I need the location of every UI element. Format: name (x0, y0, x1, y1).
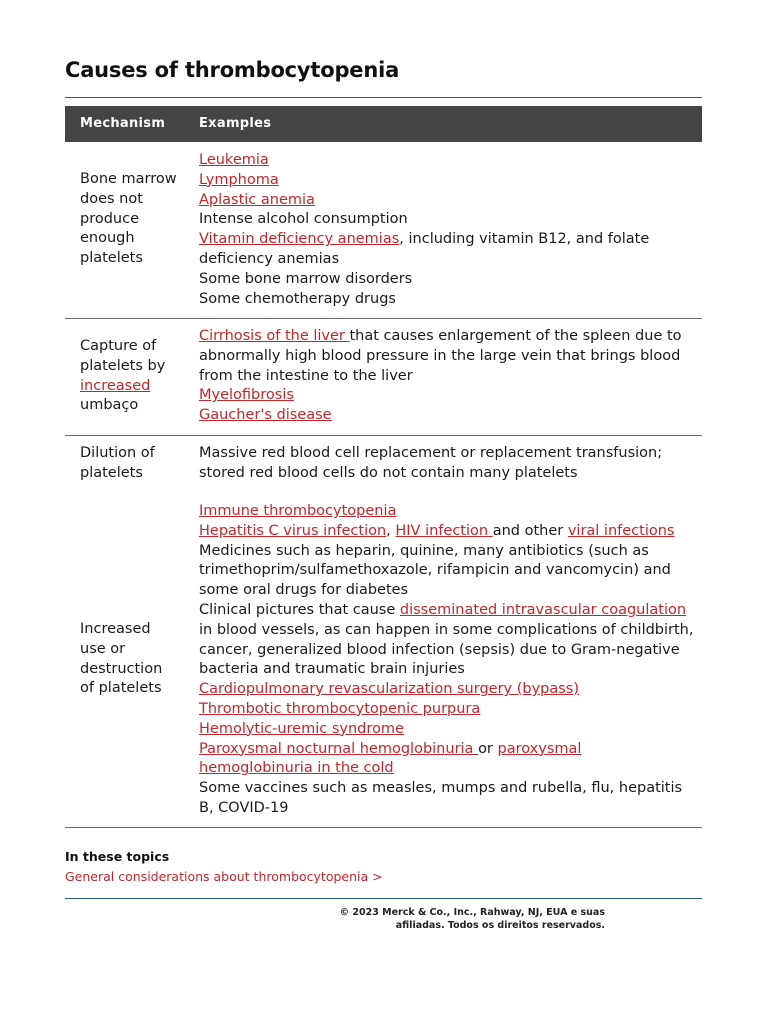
link-vitamin-deficiency-anemias[interactable]: Vitamin deficiency anemias (199, 231, 400, 248)
link-leukemia[interactable]: Leukemia (199, 152, 269, 168)
link-myelofibrosis[interactable]: Myelofibrosis (199, 387, 294, 404)
mechanism-cell: Increased use or destruction of platelets (80, 621, 163, 697)
page-title: Causes of thrombocytopenia (65, 58, 400, 82)
example-text: Some vaccines such as measles, mumps and rubella, flu, hepatitis B, COVID-19 (199, 780, 683, 816)
examples-cell (199, 444, 694, 484)
title-divider (65, 97, 702, 98)
example-text: Some bone marrow disorders (199, 270, 413, 287)
link-aplastic-anemia[interactable]: Aplastic anemia (199, 191, 315, 208)
examples-cell (199, 327, 694, 426)
table-row (65, 318, 702, 436)
example-text: in blood vessels, as can happen in some complications of childbirth, cancer, generalized blood infection (sepsis) due to Gram-negative bacteria and traumatic brain injuries (199, 621, 694, 678)
example-text: Massive red blood cell replacement or replacement transfusion; stored red blood cells do not contain many platelets (199, 445, 663, 481)
example-text: Medicines such as heparin, quinine, many antibiotics (such as trimethoprim/sulfamethoxazole, rifampicin and vancomycin) and some oral drugs for diabetes (199, 542, 671, 599)
header-examples: Examples (199, 116, 272, 131)
example-text: that causes enlargement of the spleen due to abnormally high blood pressure in the large vein that brings blood from the intestine to the liver (199, 328, 682, 384)
link-cirrhosis-of-the-liver[interactable]: Cirrhosis of the liver (199, 328, 350, 344)
link-lymphoma[interactable]: Lymphoma (199, 171, 279, 188)
example-text: , including vitamin B12, and folate deficiency anemias (199, 231, 650, 267)
example-text: Intense alcohol consumption (199, 211, 408, 228)
link-disseminated-intravascular-coagulation[interactable]: disseminated intravascular coagulation (399, 601, 687, 618)
link-gauchers-disease[interactable]: Gaucher's disease (199, 407, 332, 424)
footer-divider (65, 898, 702, 899)
example-text: , (386, 522, 396, 539)
link-hiv-infection[interactable]: HIV infection (395, 522, 493, 539)
link-paroxysmal-nocturnal-hemoglobinuria[interactable]: Paroxysmal nocturnal hemoglobinuria (199, 740, 479, 757)
link-immune-thrombocytopenia[interactable]: Immune thrombocytopenia (199, 503, 397, 519)
link-thrombotic-thrombocytopenic-purpura[interactable]: Thrombotic thrombocytopenic purpura (199, 700, 481, 717)
example-text: and other (492, 522, 568, 539)
link-hepatitis-c-virus-infection[interactable]: Hepatitis C virus infection (199, 522, 387, 539)
mechanism-text: umbaço (80, 397, 139, 414)
mechanism-cell: Bone marrow does not produce enough platelets (80, 171, 177, 267)
table-header (65, 106, 702, 142)
link-hemolytic-uremic-syndrome[interactable]: Hemolytic-uremic syndrome (199, 720, 404, 737)
link-paroxysmal-cold-hemoglobinuria[interactable]: paroxysmal hemoglobinuria in the cold (199, 740, 582, 777)
example-text: or (478, 740, 498, 757)
copyright-notice: © 2023 Merck & Co., Inc., Rahway, NJ, EUA e suas afiliadas. Todos os direitos reservados. (339, 907, 605, 931)
link-viral-infections[interactable]: viral infections (567, 522, 675, 539)
table-row (65, 142, 702, 319)
examples-cell (199, 502, 694, 819)
header-mechanism: Mechanism (80, 116, 166, 131)
mechanism-cell (80, 337, 180, 416)
example-text: Some chemotherapy drugs (199, 290, 396, 307)
examples-cell (199, 151, 694, 309)
link-cardiopulmonary-bypass[interactable]: Cardiopulmonary revascularization surgery (bypass) (199, 681, 580, 698)
mechanism-text: Capture of platelets by (80, 338, 166, 374)
topic-link-general-considerations[interactable]: General considerations about thrombocytopenia > (65, 869, 383, 884)
topics-heading: In these topics (65, 849, 170, 864)
table-row (65, 435, 702, 828)
link-increased[interactable]: increased (80, 377, 151, 394)
mechanism-cell: Dilution of platelets (80, 445, 155, 481)
example-text: Clinical pictures that cause (199, 601, 400, 618)
